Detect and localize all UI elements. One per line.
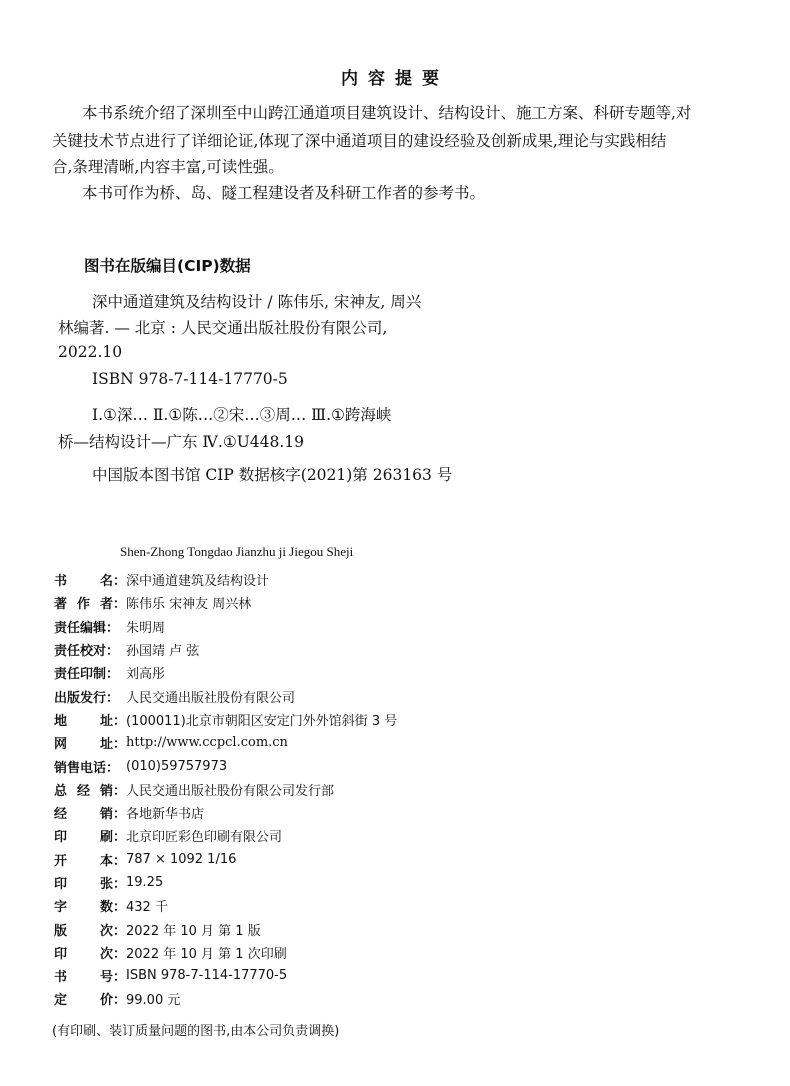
row-label: 书 名： — [54, 574, 126, 590]
abstract-line: 合,条理清晰,内容丰富,可读性强。 — [52, 158, 284, 176]
row-label: 地 址： — [54, 713, 126, 729]
row-value: 各地新华书店 — [126, 807, 205, 823]
row-label: 印 刷： — [54, 830, 126, 846]
row-value: 人民交通出版社股份有限公司发行部 — [126, 783, 335, 799]
quality-note: (有印刷、装订质量问题的图书,由本公司负责调换) — [52, 1024, 340, 1039]
row-value: 朱明周 — [126, 620, 166, 636]
cip-line: Ⅰ.①深… Ⅱ.①陈…②宋…③周… Ⅲ.①跨海峡 — [92, 406, 392, 424]
row-value: 432 千 — [126, 900, 168, 916]
copyright-row — [54, 568, 397, 591]
cip-record-number: 中国版本图书馆 CIP 数据核字(2021)第 263163 号 — [92, 466, 453, 484]
row-value: 人民交通出版社股份有限公司 — [126, 690, 296, 706]
row-value: ISBN 978-7-114-17770-5 — [126, 968, 288, 984]
row-value: 2022 年 10 月 第 1 版 — [126, 923, 261, 939]
cip-line: 桥—结构设计—广东 Ⅳ.①U448.19 — [58, 433, 305, 451]
cip-line: 深中通道建筑及结构设计 / 陈伟乐, 宋神友, 周兴 — [92, 293, 422, 311]
copyright-row — [54, 731, 397, 754]
copyright-row — [54, 708, 397, 731]
copyright-row — [54, 801, 397, 824]
copyright-row — [54, 871, 397, 894]
copyright-row — [54, 824, 397, 847]
cip-line: 林编著. — 北京 : 人民交通出版社股份有限公司, — [58, 319, 388, 337]
row-label: 经 销： — [54, 807, 126, 823]
abstract-line: 关键技术节点进行了详细论证,体现了深中通道项目的建设经验及创新成果,理论与实践相结 — [52, 132, 667, 150]
row-value: 787 × 1092 1/16 — [126, 851, 237, 867]
row-label: 印 张： — [54, 877, 126, 892]
row-label: 责任编辑： — [54, 620, 120, 636]
row-value: 陈伟乐 宋神友 周兴林 — [126, 597, 252, 613]
row-label: 网 址： — [54, 737, 126, 753]
pinyin-title: Shen-Zhong Tongdao Jianzhu ji Jiegou Sheji — [120, 544, 354, 559]
row-label: 责任印制： — [54, 667, 120, 683]
row-label: 总 经 销： — [54, 783, 126, 799]
cip-heading: 图书在版编目(CIP)数据 — [84, 257, 251, 275]
abstract-line: 本书系统介绍了深圳至中山跨江通道项目建筑设计、结构设计、施工方案、科研专题等,对 — [82, 104, 692, 122]
row-label: 著 作 者： — [54, 597, 126, 613]
row-label: 定 价： — [54, 993, 126, 1009]
row-value: (100011)北京市朝阳区安定门外外馆斜街 3 号 — [126, 713, 398, 729]
copyright-table — [54, 568, 397, 1011]
copyright-row — [54, 754, 397, 777]
row-label: 开 本： — [54, 853, 126, 869]
cip-isbn: ISBN 978-7-114-17770-5 — [92, 370, 288, 388]
abstract-title: 内容提要 — [341, 69, 449, 89]
copyright-row — [54, 778, 397, 801]
copyright-row — [54, 684, 397, 707]
row-label: 版 次： — [54, 923, 126, 939]
copyright-row — [54, 638, 397, 661]
row-label: 销售电话： — [54, 760, 120, 776]
row-value: 19.25 — [126, 875, 164, 890]
row-value: 孙国靖 卢 弦 — [126, 644, 200, 660]
abstract-line: 本书可作为桥、岛、隧工程建设者及科研工作者的参考书。 — [82, 184, 486, 202]
row-value: http://www.ccpcl.com.cn — [126, 735, 288, 751]
row-value: 刘高彤 — [126, 667, 166, 683]
row-label: 印 次： — [54, 946, 126, 962]
copyright-row — [54, 894, 397, 917]
copyright-row — [54, 964, 397, 987]
copyright-row — [54, 917, 397, 940]
row-label: 字 数： — [54, 900, 126, 916]
row-label: 责任校对： — [54, 644, 120, 660]
row-value: 北京印匠彩色印刷有限公司 — [126, 830, 283, 846]
copyright-row — [54, 615, 397, 638]
cip-line: 2022.10 — [58, 343, 123, 361]
row-label: 出版发行： — [54, 690, 120, 706]
row-value: (010)59757973 — [126, 758, 228, 774]
row-value: 深中通道建筑及结构设计 — [126, 574, 270, 590]
copyright-row — [54, 941, 397, 964]
copyright-row — [54, 661, 397, 684]
row-label: 书 号： — [54, 970, 126, 986]
row-value: 99.00 元 — [126, 993, 181, 1009]
row-value: 2022 年 10 月 第 1 次印刷 — [126, 946, 287, 962]
copyright-row — [54, 848, 397, 871]
copyright-row — [54, 987, 397, 1010]
copyright-row — [54, 591, 397, 614]
